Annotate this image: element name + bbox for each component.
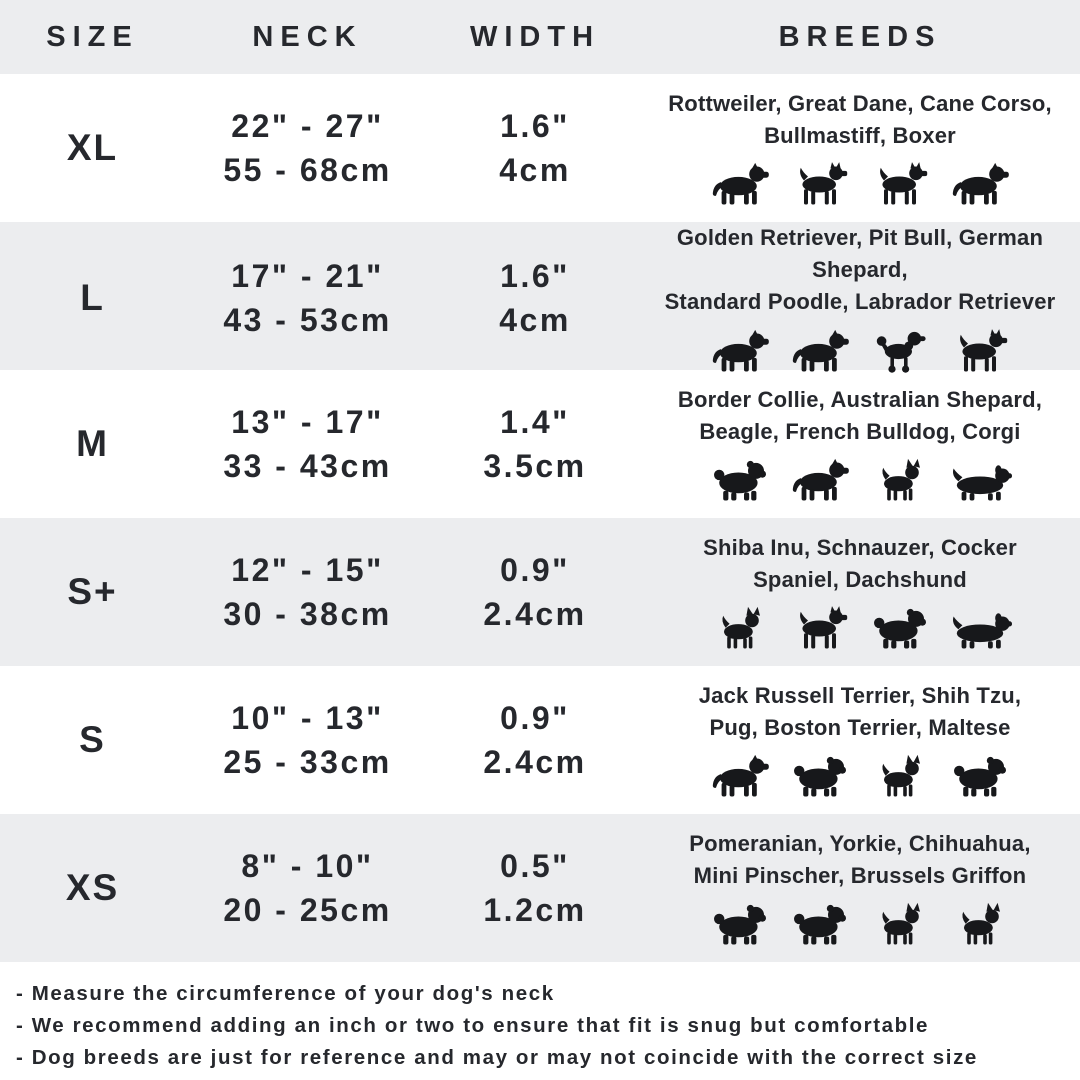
width-cm: 4cm [499, 302, 571, 339]
breed-names: Border Collie, Australian Shepard, Beagle, French Bulldog, Corgi [677, 386, 1043, 444]
breed-names: Pomeranian, Yorkie, Chihuahua, Mini Pinscher, Brussels Griffon [689, 830, 1031, 888]
size-label: S+ [67, 571, 118, 612]
width-cm: 4cm [499, 152, 571, 188]
jack-russell-icon [708, 753, 772, 800]
table-row-m [0, 370, 1080, 518]
width-value [430, 844, 640, 932]
breeds-cell [640, 384, 1080, 505]
neck-range [185, 400, 430, 488]
mini-pinscher-icon [948, 901, 1012, 948]
table-header [0, 0, 1080, 74]
neck-range [185, 548, 430, 636]
width-value [430, 104, 640, 192]
note-measure: - Measure the circumference of your dog's neck [16, 982, 555, 1005]
neck-range [185, 844, 430, 932]
size-label: S [79, 719, 106, 760]
table-row-s [0, 666, 1080, 814]
neck-inches: 13" - 17" [231, 403, 384, 440]
breeds-cell [640, 680, 1080, 801]
size-label: M [76, 423, 109, 464]
width-inches: 1.6" [500, 107, 570, 144]
german-shepherd-icon [948, 328, 1012, 375]
breed-names: Rottweiler, Great Dane, Cane Corso, Bullmastiff, Boxer [668, 90, 1052, 148]
note-recommend: - We recommend adding an inch or two to ensure that fit is snug but comfortable [16, 1013, 930, 1037]
french-bulldog-icon [868, 457, 932, 504]
poodle-icon [868, 328, 932, 375]
column-header-size: SIZE [46, 20, 139, 53]
breeds-cell [640, 532, 1080, 653]
neck-inches: 10" - 13" [231, 699, 384, 736]
shih-tzu-icon [788, 753, 852, 800]
table-row-xl [0, 74, 1080, 222]
neck-cm: 33 - 43cm [223, 448, 392, 484]
width-value [430, 400, 640, 488]
width-cm: 2.4cm [483, 596, 587, 632]
chihuahua-icon [868, 901, 932, 948]
width-value [430, 254, 640, 342]
shiba-inu-icon [708, 605, 772, 652]
breeds-cell [640, 828, 1080, 949]
great-dane-icon [788, 161, 852, 208]
rottweiler-icon [708, 161, 772, 208]
neck-cm: 25 - 33cm [223, 744, 392, 780]
golden-retriever-icon [708, 328, 772, 375]
width-inches: 1.4" [500, 403, 570, 440]
width-inches: 0.9" [500, 699, 570, 736]
dog-silhouettes [708, 454, 1012, 504]
size-label: XS [65, 867, 120, 908]
australian-shepherd-icon [708, 457, 772, 504]
column-header-neck: NECK [252, 20, 363, 53]
neck-range [185, 104, 430, 192]
breed-names: Jack Russell Terrier, Shih Tzu, Pug, Boston Terrier, Maltese [698, 682, 1022, 740]
width-inches: 0.9" [500, 551, 570, 588]
neck-inches: 17" - 21" [231, 258, 384, 295]
labrador-icon [788, 328, 852, 375]
schnauzer-icon [788, 605, 852, 652]
pug-icon [868, 753, 932, 800]
yorkie-icon [788, 901, 852, 948]
neck-cm: 20 - 25cm [223, 892, 392, 928]
dog-silhouettes [708, 602, 1012, 652]
width-inches: 1.6" [500, 258, 570, 295]
neck-inches: 8" - 10" [241, 847, 374, 884]
cocker-spaniel-icon [868, 605, 932, 652]
dachshund-icon [948, 605, 1012, 652]
neck-inches: 22" - 27" [231, 107, 384, 144]
dog-silhouettes [708, 750, 1012, 800]
width-cm: 2.4cm [483, 744, 587, 780]
table-row-s-plus [0, 518, 1080, 666]
width-cm: 3.5cm [483, 448, 587, 484]
doberman-icon [868, 161, 932, 208]
breeds-cell [640, 88, 1080, 209]
table-row-xs [0, 814, 1080, 962]
neck-cm: 30 - 38cm [223, 596, 392, 632]
neck-range [185, 696, 430, 784]
width-inches: 0.5" [500, 847, 570, 884]
column-header-width: WIDTH [469, 20, 601, 53]
maltese-icon [948, 753, 1012, 800]
dog-silhouettes [708, 325, 1012, 375]
table-row-l [0, 222, 1080, 370]
breeds-cell [640, 222, 1080, 375]
neck-range [185, 254, 430, 342]
corgi-icon [948, 457, 1012, 504]
breed-names: Shiba Inu, Schnauzer, Cocker Spaniel, Dachshund [703, 534, 1017, 592]
size-label: XL [66, 127, 119, 168]
dog-silhouettes [708, 158, 1012, 208]
neck-cm: 43 - 53cm [223, 302, 392, 339]
column-header-breeds: BREEDS [778, 20, 942, 53]
dog-silhouettes [708, 898, 1012, 948]
note-reference: - Dog breeds are just for reference and may or may not coincide with the correct size [16, 1045, 978, 1069]
bullmastiff-icon [948, 161, 1012, 208]
width-cm: 1.2cm [483, 892, 587, 928]
neck-cm: 55 - 68cm [223, 152, 392, 188]
breed-names: Golden Retriever, Pit Bull, German Shepard, Standard Poodle, Labrador Retriever [664, 225, 1056, 314]
size-label: L [80, 277, 105, 319]
width-value [430, 696, 640, 784]
beagle-icon [788, 457, 852, 504]
neck-inches: 12" - 15" [231, 551, 384, 588]
footer-notes [0, 962, 1080, 1073]
pomeranian-icon [708, 901, 772, 948]
width-value [430, 548, 640, 636]
